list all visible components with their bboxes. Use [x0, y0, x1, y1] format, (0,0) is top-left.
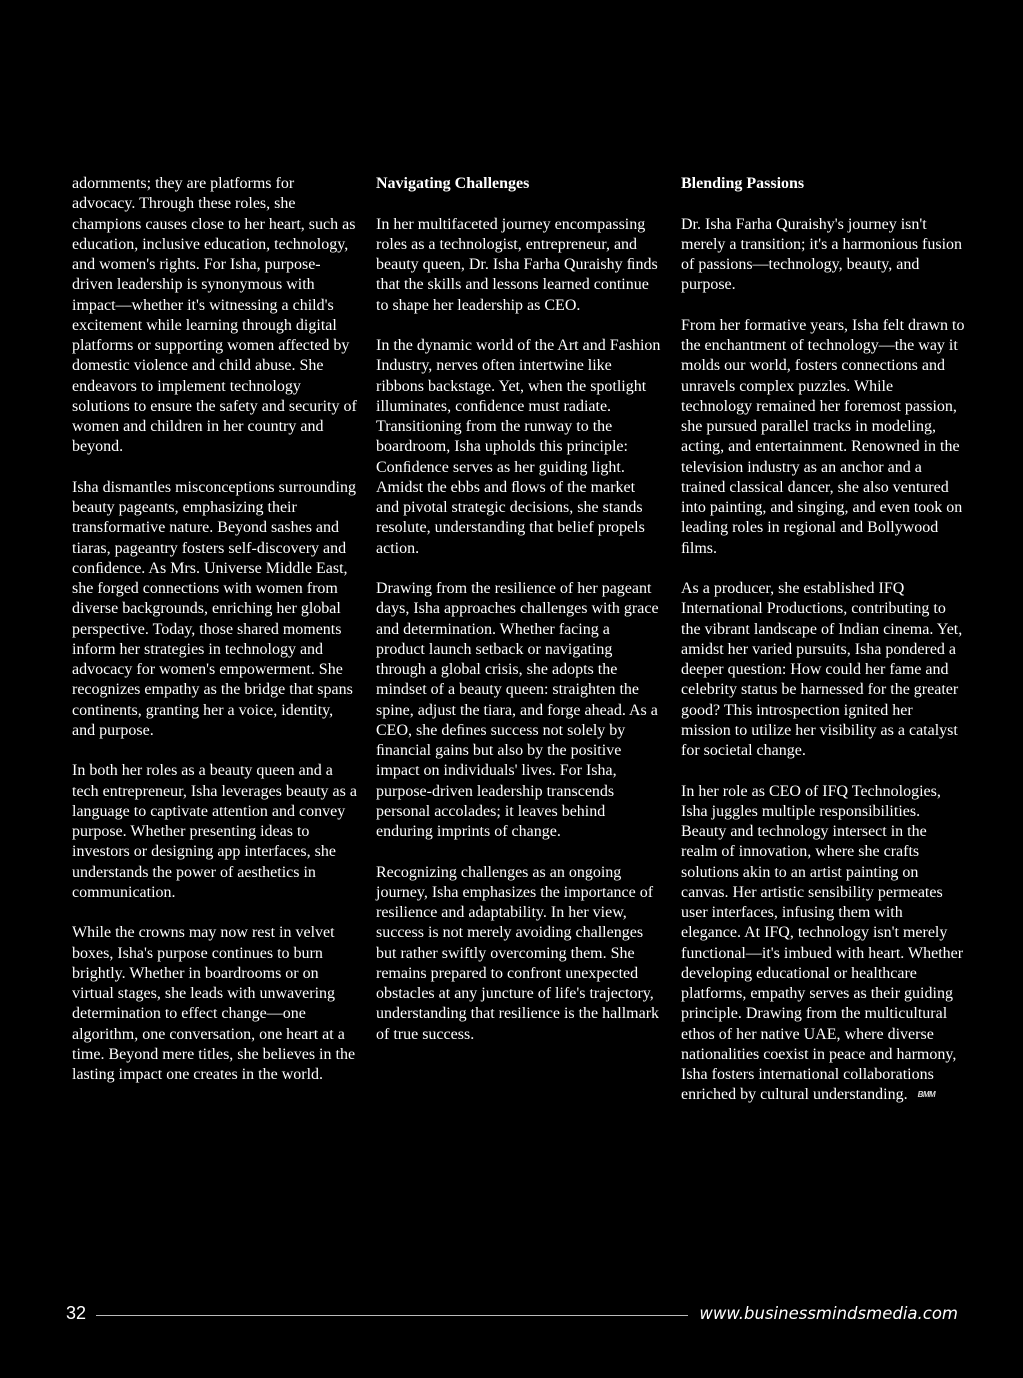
- body-paragraph: Dr. Isha Farha Quraishy's journey isn't merely a transition; it's a harmonious fusion of passions—technology, beauty, and purpose.: [681, 215, 963, 294]
- article-column-2: [376, 174, 661, 1065]
- page-number: 32: [66, 1303, 87, 1323]
- body-paragraph: As a producer, she established IFQ International Productions, contributing to the vibrant landscape of Indian cinema. Yet, amidst her varied pursuits, Isha pondered a deeper question: How could her fame and celebrity status be harnessed for the greater good? This introspection ignited her mission to utilize her visibility as a catalyst for societal change.: [681, 580, 963, 759]
- end-of-article-mark: BMM: [917, 1090, 936, 1100]
- body-paragraph: In her multifaceted journey encompassing roles as a technologist, entrepreneur, and beauty queen, Dr. Isha Farha Quraishy ﬁnds that the skills and lessons learned continue to shape her leadership as CEO.: [376, 215, 658, 314]
- body-paragraph: In the dynamic world of the Art and Fashion Industry, nerves often intertwine like ribbons backstage. Yet, when the spotlight illuminates, conﬁdence must radiate. Transitioning from the runway to the boardroom, Isha upholds this principle: Conﬁdence serves as her guiding light. Amidst the ebbs and ﬂows of the market and pivotal strategic decisions, she stands resolute, understanding that belief propels action.: [376, 337, 661, 557]
- footer-divider: [96, 1315, 688, 1316]
- body-paragraph: In both her roles as a beauty queen and a tech entrepreneur, Isha leverages beauty as a language to captivate attention and convey purpose. Whether presenting ideas to investors or designing app interfaces, she understands the power of aesthetics in communication.: [72, 762, 357, 901]
- body-paragraph: While the crowns may now rest in velvet boxes, Isha's purpose continues to burn brightly. Whether in boardrooms or on virtual stages, she leads with unwavering determination to effect change—one algorithm, one conversation, one heart at a time. Beyond mere titles, she believes in the lasting impact one creates in the world.: [72, 924, 356, 1083]
- body-paragraph: Drawing from the resilience of her pageant days, Isha approaches challenges with grace and determination. Whether facing a product launch setback or navigating through a global crisis, she adopts the mindset of a beauty queen: straighten the spine, adjust the tiara, and forge ahead. As a CEO, she deﬁnes success not solely by ﬁnancial gains but also by the positive impact on individuals' lives. For Isha, purpose-driven leadership transcends personal accolades; it leaves behind enduring imprints of change.: [376, 580, 659, 840]
- body-paragraph: Recognizing challenges as an ongoing journey, Isha emphasizes the importance of resilience and adaptability. In her view, success is not merely avoiding challenges but rather swiftly overcoming them. She remains prepared to confront unexpected obstacles at any juncture of life's trajectory, understanding that resilience is the hallmark of true success.: [376, 863, 660, 1043]
- section-heading: Blending Passions: [681, 175, 805, 192]
- article-column-1: [72, 174, 357, 1106]
- body-paragraph-text: In her role as CEO of IFQ Technologies, Isha juggles multiple responsibilities. Beauty and technology intersect in the realm of innovation, where she crafts solutions akin to an artist painting on canvas. Her artistic sensibility permeates user interfaces, infusing them with elegance. At IFQ, technology isn't merely functional—it's imbued with heart. Whether developing educational or healthcare platforms, empathy serves as their guiding principle. Drawing from the multicultural ethos of her native UAE, where diverse nationalities coexist in peace and harmony, Isha fosters international collaborations enriched by cultural understanding.: [681, 782, 964, 1104]
- section-heading: Navigating Challenges: [376, 175, 530, 192]
- page-footer: [66, 1303, 958, 1329]
- body-paragraph: adornments; they are platforms for advocacy. Through these roles, she champions causes close to her heart, such as education, inclusive education, technology, and women's rights. For Isha, purpose-driven leadership is synonymous with impact—whether it's witnessing a child's excitement while learning through digital platforms or supporting women affected by domestic violence and child abuse. She endeavors to implement technology solutions to ensure the safety and security of women and children in her country and beyond.: [72, 175, 357, 456]
- body-paragraph-last: [681, 782, 966, 1106]
- website-url: www.businessmindsmedia.com: [699, 1304, 958, 1323]
- article-column-3: [681, 174, 966, 1126]
- body-paragraph: From her formative years, Isha felt drawn to the enchantment of technology—the way it molds our world, fosters connections and unravels complex puzzles. While technology remained her foremost passion, she pursued parallel tracks in modeling, acting, and entertainment. Renowned in the television industry as an anchor and a trained classical dancer, she also ventured into painting, and singing, and even took on leading roles in regional and Bollywood ﬁlms.: [681, 316, 965, 557]
- body-paragraph: Isha dismantles misconceptions surrounding beauty pageants, emphasizing their transformative nature. Beyond sashes and tiaras, pageantry fosters self-discovery and conﬁdence. As Mrs. Universe Middle East, she forged connections with women from diverse backgrounds, enriching her global perspective. Today, those shared moments inform her strategies in technology and advocacy for women's empowerment. She recognizes empathy as the bridge that spans continents, granting her a voice, identity, and purpose.: [72, 478, 356, 739]
